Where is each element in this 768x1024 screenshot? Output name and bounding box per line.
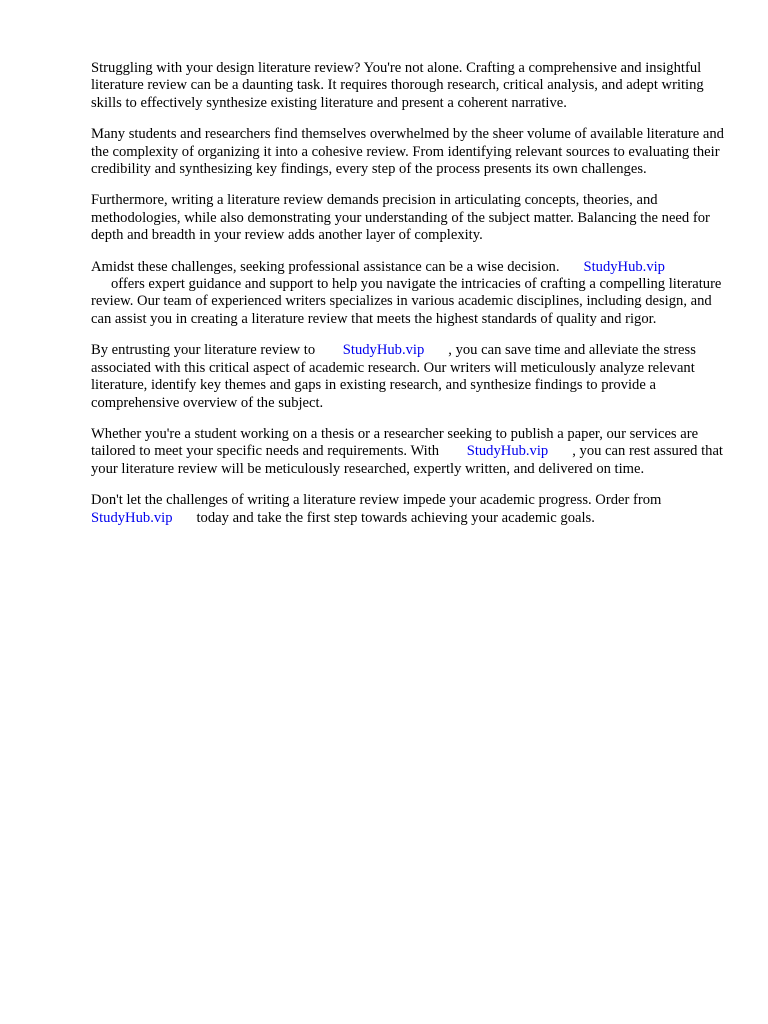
paragraph-tailored-rest: , you can rest assured that your literature review will be meticulously researched, expertly written, and delivered on time. bbox=[91, 443, 723, 477]
paragraph-entrusting bbox=[91, 342, 727, 412]
paragraph-call-to-action bbox=[91, 492, 727, 527]
studyhub-link-1[interactable]: StudyHub.vip bbox=[583, 258, 665, 275]
paragraph-intro: Struggling with your design literature review? You're not alone. Crafting a comprehensive and insightful literature review can be a daunting task. It requires thorough research, critical analysis, and adept writing skills to effectively synthesize existing literature and present a coherent narrative. bbox=[91, 60, 704, 111]
studyhub-link-2[interactable]: StudyHub.vip bbox=[342, 342, 425, 359]
paragraph-tailored bbox=[91, 426, 727, 478]
paragraph-assistance bbox=[91, 259, 727, 329]
document-body bbox=[91, 60, 727, 541]
paragraph-assistance-rest: offers expert guidance and support to help you navigate the intricacies of crafting a compelling literature review. Our team of experienced writers specializes in various academic disciplines, including design, and can assist you in creating a literature review that meets the highest standards of quality and rigor. bbox=[91, 276, 722, 327]
paragraph-assistance-lead: Amidst these challenges, seeking professional assistance can be a wise decision. bbox=[91, 258, 560, 275]
paragraph-cta-lead: Don't let the challenges of writing a literature review impede your academic progress. Order from bbox=[91, 492, 662, 509]
studyhub-link-3[interactable]: StudyHub.vip bbox=[466, 443, 549, 460]
paragraph-entrusting-rest: , you can save time and alleviate the stress associated with this critical aspect of academic research. Our writers will meticulously analyze relevant literature, identify key themes and gaps in existing research, and synthesize findings to provide a comprehensive overview of the subject. bbox=[91, 342, 696, 411]
paragraph-cta-rest: today and take the first step towards achieving your academic goals. bbox=[196, 509, 595, 526]
paragraph-entrusting-lead: By entrusting your literature review to bbox=[91, 342, 316, 359]
paragraph-tailored-lead: Whether you're a student working on a thesis or a researcher seeking to publish a paper, our services are tailored to meet your specific needs and requirements. With bbox=[91, 425, 699, 460]
paragraph-challenges: Many students and researchers find themselves overwhelmed by the sheer volume of available literature and the complexity of organizing it into a cohesive review. From identifying relevant sources to evaluating their credibility and synthesizing key findings, every step of the process presents its own challenges. bbox=[91, 126, 724, 178]
studyhub-link-4[interactable]: StudyHub.vip bbox=[91, 509, 173, 526]
paragraph-precision: Furthermore, writing a literature review demands precision in articulating concepts, theories, and methodologies, while also demonstrating your understanding of the subject matter. Balancing the need for depth and breadth in your review adds another layer of complexity. bbox=[91, 192, 710, 244]
